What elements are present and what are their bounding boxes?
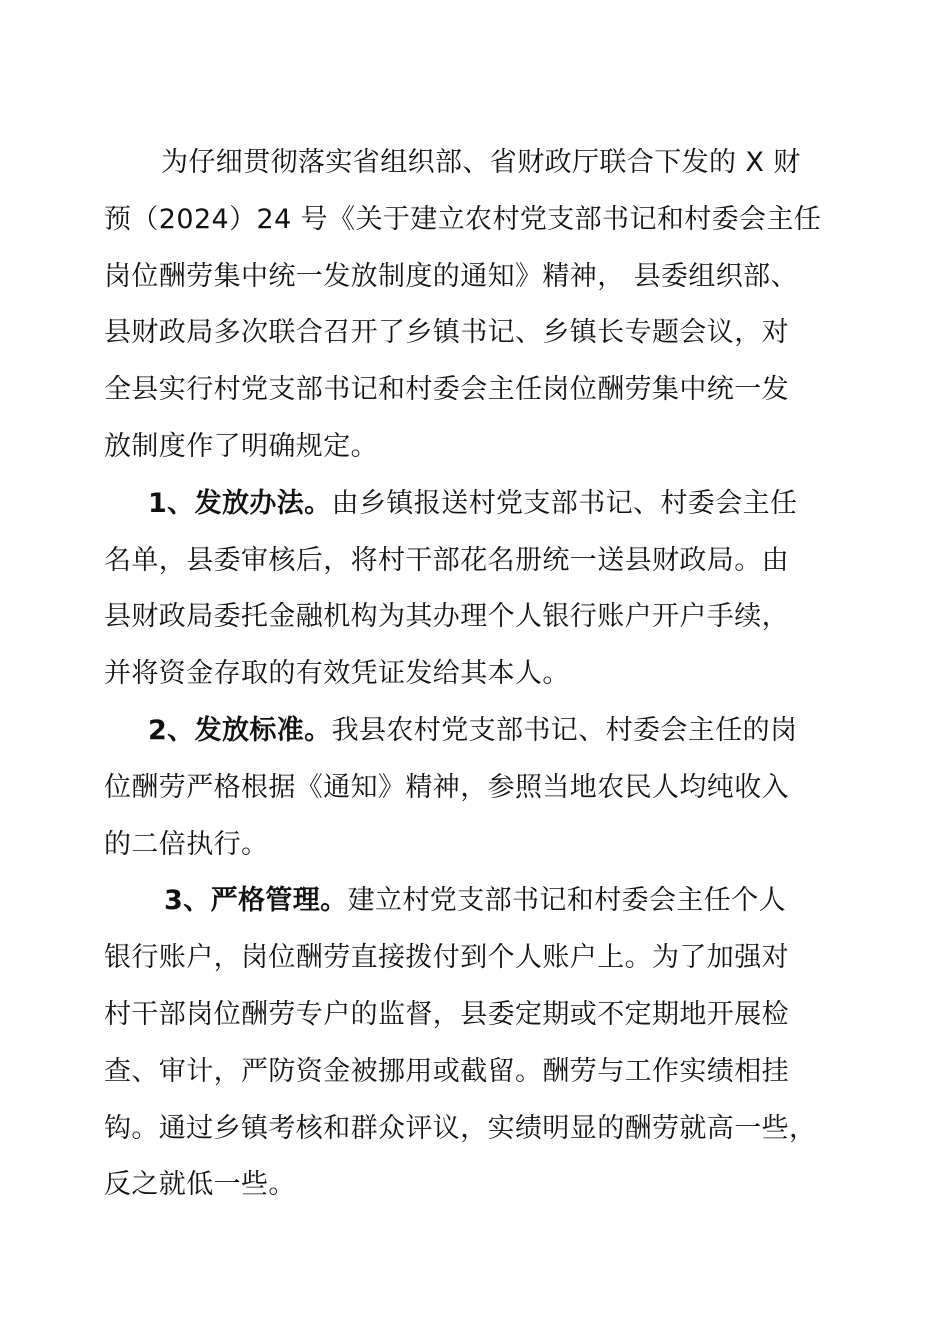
paragraph-line: 为仔细贯彻落实省组织部、省财政厅联合下发的 X 财: [161, 147, 801, 178]
paragraph-line: 全县实行村党支部书记和村委会主任岗位酬劳集中统一发: [104, 374, 789, 406]
paragraph-line: 银行账户，岗位酬劳直接拨付到个人账户上。为了加强对: [104, 942, 789, 974]
paragraph-line: 预（2024）24 号《关于建立农村党支部书记和村委会主任: [104, 203, 822, 235]
paragraph-line: 放制度作了明确规定。: [104, 430, 378, 462]
section-2-heading: 2、发放标准。: [148, 714, 332, 746]
paragraph-line: 位酬劳严格根据《通知》精神，参照当地农民人均纯收入: [104, 771, 789, 803]
section-3-first-line: [104, 873, 852, 930]
paragraph-line: 并将资金存取的有效凭证发给其本人。: [104, 658, 570, 690]
section-3-first-text: 建立村党支部书记和村委会主任个人: [347, 885, 786, 917]
document-body: [104, 135, 852, 1214]
paragraph-line: 反之就低一些。: [104, 1169, 296, 1201]
section-3-heading: 3、严格管理。: [164, 885, 348, 917]
paragraph-line: 钩。通过乡镇考核和群众评议，实绩明显的酬劳就高一些，: [104, 1112, 817, 1144]
paragraph-line: 村干部岗位酬劳专户的监督，县委定期或不定期地开展检: [104, 998, 789, 1030]
paragraph-line: 的二倍执行。: [104, 828, 269, 860]
paragraph-line: 县财政局委托金融机构为其办理个人银行账户开户手续，: [104, 601, 789, 633]
paragraph-line: 查、审计，严防资金被挪用或截留。酬劳与工作实绩相挂: [104, 1055, 789, 1087]
section-1-first-line: [104, 476, 852, 533]
paragraph-line: 名单，县委审核后，将村干部花名册统一送县财政局。由: [104, 544, 789, 576]
section-2-first-text: 我县农村党支部书记、村委会主任的岗: [331, 714, 798, 746]
section-2-first-line: [104, 703, 852, 760]
section-1-first-text: 由乡镇报送村党支部书记、村委会主任: [331, 487, 798, 519]
section-1-heading: 1、发放办法。: [148, 487, 332, 519]
paragraph-line: 县财政局多次联合召开了乡镇书记、乡镇长专题会议，对: [104, 317, 789, 349]
paragraph-line: 岗位酬劳集中统一发放制度的通知》精神， 县委组织部、: [104, 260, 798, 292]
